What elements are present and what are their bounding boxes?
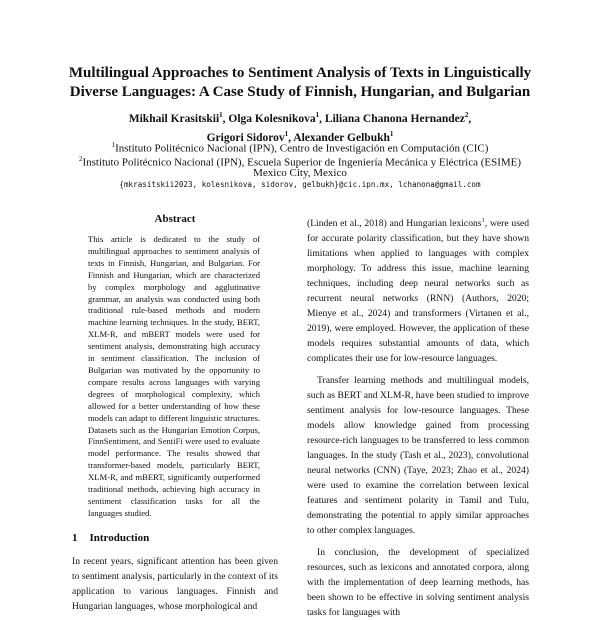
introduction-text: In recent years, significant attention has been given to sentiment analysis, particularly in the context of its application to various languages. Finnish and Hungarian languages, whose morphological and [72,556,278,612]
title-line-1: Multilingual Approaches to Sentiment Analysis of Texts in Linguistically [68,65,532,81]
abstract-text: This article is dedicated to the study of multilingual approaches to sentiment analysis of texts in Finnish, Hungarian, and Bulgarian. For Finnish and Hungarian, which are characterized by complex morphology and agglutinative grammar, an analysis was conducted using both traditional rule-based methods and modern machine learning techniques. In the study, BERT, XLM-R, and mBERT models were used for sentiment analysis, demonstrating high accuracy in sentiment classification. The inclusion of Bulgarian was motivated by the opportunity to compare results across languages with varying degrees of morphological complexity, which allowed for a better understanding of how these models can adapt to different linguistic structures. Datasets such as the Hungarian Emotion Corpus, FinnSentiment, and SentiFi were used to evaluate model performance. The results showed that transformer-based models, particularly BERT, XLM-R, and mBERT, significantly outperformed traditional methods, achieving high accuracy in sentiment classification tasks for all the languages studied. [88,234,260,518]
affiliation-marker: 2 [464,111,469,119]
affiliation-marker: 1 [389,129,394,138]
affiliation-city: Mexico City, Mexico [253,167,347,179]
paper-title [40,64,560,102]
author-line-1: Mikhail Krasitskii$^1$, Olga Kolesnikova$^1$, Liliana Chanona Hernandez$^2$, [128,111,472,125]
right-column [307,213,529,620]
author-name: Grigori Sidorov [206,131,285,144]
author-name: Olga Kolesnikova [228,112,316,125]
paragraph [307,213,529,366]
affiliation-text: Instituto Politécnico Nacional (IPN), Centro de Investigación en Computación (CIC) [115,142,489,155]
paragraph-text: , were used for accurate polarity classification, but they have shown limitations when applied to languages with complex morphology. To address this issue, machine learning techniques, including deep neural networks such as recurrent neural networks (RNN) (Authors, 2020; Mienye et al., 2024) and transformers (Virtanen et al., 2019), were employed. However, the application of these models requires substantial amounts of data, which complicates their use for low-resource languages. [307,218,530,365]
paragraph: Transfer learning methods and multilingual models, such as BERT and XLM-R, have been studied to improve sentiment analysis for low-resource languages. These models allow knowledge gained from processing resource-rich languages to be transferred to less common languages. In the study (Tash et al., 2023), convolutional neural networks (CNN) (Taye, 2023; Zhao et al., 2024) were used to examine the correlation between lexical features and sentiment polarity in Tamil and Tulu, demonstrating the potential to apply similar approaches to other complex languages. [307,375,529,537]
affiliation-marker: 1 [284,129,289,138]
section-heading-introduction [72,532,149,544]
author-name: Alexander Gelbukh [293,131,390,144]
affiliation-text: Instituto Politécnico Nacional (IPN), Escuela Superior de Ingeniería Mecánica y Eléctrica (ESIME) [82,156,522,169]
author-name: Liliana Chanona Hernandez [324,112,465,125]
paragraph-text: (Linden et al., 2018) and Hungarian lexicons [307,218,482,230]
abstract-heading: Abstract [154,213,196,225]
paragraph: In conclusion, the development of specialized resources, such as lexicons and annotated corpora, along with the implementation of deep learning methods, has been shown to be effective in solving sentiment analysis tasks for languages with [307,547,529,619]
footnote-marker: 1 [481,217,485,224]
author-name: Mikhail Krasitskii [128,112,220,125]
affiliation-marker: 1 [111,141,116,149]
author-line-2: Grigori Sidorov$^1$, Alexander Gelbukh$^1$ [206,129,394,144]
affiliation-marker: 2 [78,155,83,163]
section-number: 1 [72,532,78,544]
affiliation-marker: 1 [219,111,223,119]
email-list: {mkrasitskii2023, kolesnikova, sidorov, gelbukh}@cic.ipn.mx, lchanona@gmail.com [119,180,481,189]
section-title: Introduction [89,532,150,544]
title-line-2: Diverse Languages: A Case Study of Finnish, Hungarian, and Bulgarian [69,84,531,100]
affiliation-marker: 1 [315,111,320,119]
